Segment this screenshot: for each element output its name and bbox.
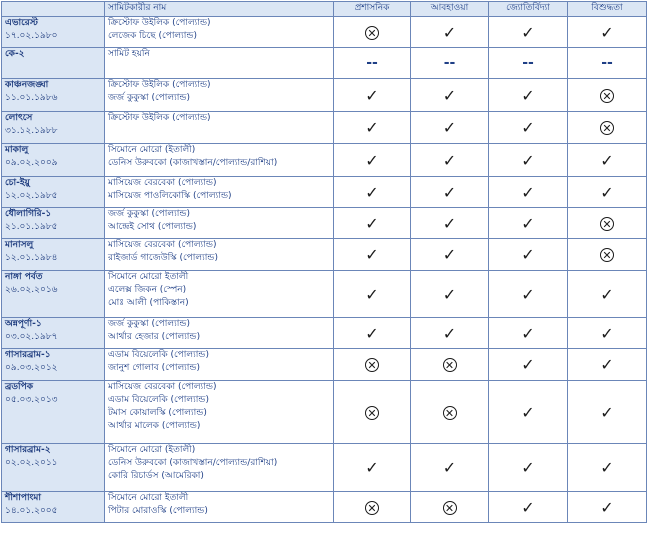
header-peak — [2, 2, 105, 17]
check-icon: ✓ — [365, 284, 379, 304]
header-astronomical: জ্যোতির্বিদ্যা — [489, 2, 568, 17]
peak-cell — [2, 271, 105, 318]
check-icon: ✓ — [521, 355, 535, 374]
check-icon: ✓ — [442, 118, 457, 137]
purity-cell — [568, 239, 647, 271]
header-purity: বিশুদ্ধতা — [568, 2, 647, 17]
peak-cell — [2, 492, 105, 523]
check-icon: ✓ — [442, 150, 457, 170]
check-icon: ✓ — [442, 458, 457, 477]
peak-cell — [2, 208, 105, 239]
table-row — [2, 208, 647, 239]
climber-name: ক্রিস্টোফ উইলিক (পোল্যান্ড) — [108, 80, 211, 90]
purity-cell — [568, 318, 647, 349]
check-icon: ✓ — [365, 118, 379, 137]
climbers-cell — [105, 239, 334, 271]
purity-cell — [568, 492, 647, 523]
peak-name: গাসারব্রাম-১ — [5, 350, 51, 360]
climber-name: ক্রিস্টোফ উইলিক (পোল্যান্ড) — [108, 18, 211, 28]
weather-cell — [411, 444, 489, 492]
astronomical-cell — [489, 381, 568, 444]
table-row — [2, 349, 647, 381]
weather-cell — [411, 381, 489, 444]
check-icon: ✓ — [521, 150, 535, 170]
astronomical-cell — [489, 17, 568, 48]
climber-name: সামিট হয়নি — [108, 49, 150, 59]
peak-name: নাঙ্গা পর্বত — [5, 272, 43, 282]
peak-cell — [2, 177, 105, 208]
weather-cell — [411, 318, 489, 349]
check-icon: ✓ — [442, 182, 457, 202]
peak-name: মানাসলু — [5, 240, 34, 250]
peak-date: ১২.০১.১৯৮৪ — [5, 253, 58, 263]
check-icon: ✓ — [521, 284, 535, 304]
administrative-cell — [334, 112, 411, 144]
peak-name: চো-ইয়ু — [5, 178, 30, 188]
astronomical-cell — [489, 79, 568, 112]
purity-cell — [568, 79, 647, 112]
table-row — [2, 492, 647, 523]
purity-cell — [568, 208, 647, 239]
climber-name: জর্জ কুকুস্কা (পোল্যান্ড) — [108, 319, 191, 329]
peak-cell — [2, 349, 105, 381]
climber-name: জর্জ কুকুস্কা (পোল্যান্ড) — [108, 209, 191, 219]
administrative-cell — [334, 48, 411, 79]
climber-name: আর্থার মালেক (পোল্যান্ড) — [108, 421, 201, 431]
climber-name: মাসিয়েজ বেরবেকা (পোল্যান্ড) — [108, 382, 217, 392]
weather-cell — [411, 177, 489, 208]
climber-name: ক্রিস্টোফ উইলিক (পোল্যান্ড) — [108, 113, 211, 123]
check-icon: ✓ — [521, 85, 535, 105]
check-icon: ✓ — [521, 458, 535, 477]
check-icon: ✓ — [521, 323, 535, 343]
check-icon: ✓ — [365, 182, 379, 202]
winter-ascents-table — [1, 1, 647, 523]
dash-icon: -- — [366, 54, 378, 71]
weather-cell — [411, 17, 489, 48]
header-administrative: প্রশাসনিক — [334, 2, 411, 17]
administrative-cell — [334, 17, 411, 48]
purity-cell — [568, 349, 647, 381]
check-icon: ✓ — [521, 118, 535, 137]
check-icon: ✓ — [600, 323, 614, 343]
peak-cell — [2, 144, 105, 177]
table-row — [2, 177, 647, 208]
check-icon: ✓ — [365, 245, 379, 264]
table-row — [2, 444, 647, 492]
check-icon: ✓ — [600, 402, 614, 422]
astronomical-cell — [489, 271, 568, 318]
astronomical-cell — [489, 112, 568, 144]
circled-x-icon: ✕ — [365, 406, 379, 420]
climber-name: লেজেক চিছে (পোল্যান্ড) — [108, 31, 198, 41]
climber-name: আর্থার হেজার (পোল্যান্ড) — [108, 332, 201, 342]
weather-cell — [411, 79, 489, 112]
purity-cell — [568, 17, 647, 48]
climber-name: ডেনিস উরুবকো (কাজাখস্তান/পোল্যান্ড/রাশিয়া) — [108, 458, 278, 468]
check-icon: ✓ — [521, 182, 535, 202]
table-row — [2, 79, 647, 112]
climbers-cell — [105, 177, 334, 208]
peak-date: ২১.০১.১৯৮৫ — [5, 222, 58, 232]
climbers-cell — [105, 318, 334, 349]
astronomical-cell — [489, 144, 568, 177]
weather-cell — [411, 271, 489, 318]
circled-x-icon: ✕ — [443, 358, 457, 372]
climber-name: পিটার মোরাওস্কি (পোল্যান্ড) — [108, 506, 208, 516]
check-icon: ✓ — [521, 402, 535, 422]
check-icon: ✓ — [365, 85, 379, 105]
header-weather: আবহাওয়া — [411, 2, 489, 17]
climbers-cell — [105, 271, 334, 318]
check-icon: ✓ — [521, 245, 535, 264]
check-icon: ✓ — [521, 497, 535, 517]
check-icon: ✓ — [600, 284, 614, 304]
administrative-cell — [334, 177, 411, 208]
purity-cell — [568, 381, 647, 444]
administrative-cell — [334, 318, 411, 349]
peak-date: ১৪.০১.২০০৫ — [5, 506, 58, 516]
climber-name: টমাস কোয়ালস্কি (পোল্যান্ড) — [108, 408, 207, 418]
check-icon: ✓ — [442, 284, 457, 304]
table-row — [2, 318, 647, 349]
climbers-cell — [105, 48, 334, 79]
circled-x-icon: ✕ — [443, 406, 457, 420]
peak-date: ১৭.০২.১৯৮০ — [5, 31, 58, 41]
peak-name: লোৎসে — [5, 113, 33, 123]
check-icon: ✓ — [521, 213, 535, 233]
peak-name: মাকালু — [5, 145, 29, 155]
dash-icon: -- — [443, 54, 456, 71]
administrative-cell — [334, 79, 411, 112]
peak-cell — [2, 79, 105, 112]
peak-date: ৩১.১২.১৯৮৮ — [5, 126, 58, 136]
weather-cell — [411, 144, 489, 177]
purity-cell — [568, 177, 647, 208]
climbers-cell — [105, 444, 334, 492]
climbers-cell — [105, 144, 334, 177]
check-icon: ✓ — [365, 150, 379, 170]
astronomical-cell — [489, 48, 568, 79]
check-icon: ✓ — [442, 245, 457, 264]
check-icon: ✓ — [365, 323, 379, 343]
circled-x-icon: ✕ — [365, 501, 379, 515]
weather-cell — [411, 349, 489, 381]
circled-x-icon: ✕ — [365, 26, 379, 40]
peak-date: ০৩.০২.১৯৮৭ — [5, 332, 58, 342]
astronomical-cell — [489, 349, 568, 381]
check-icon: ✓ — [600, 150, 614, 170]
check-icon: ✓ — [442, 213, 457, 233]
administrative-cell — [334, 144, 411, 177]
check-icon: ✓ — [600, 355, 614, 374]
weather-cell — [411, 112, 489, 144]
climber-name: সিমোনে মোরো (ইতালী) — [108, 445, 196, 455]
climbers-cell — [105, 349, 334, 381]
circled-x-icon: ✕ — [365, 358, 379, 372]
climber-name: ডেনিস উরুবকো (কাজাখস্তান/পোল্যান্ড/রাশিয়া) — [108, 158, 278, 168]
astronomical-cell — [489, 444, 568, 492]
circled-x-icon: ✕ — [600, 217, 614, 231]
astronomical-cell — [489, 208, 568, 239]
check-icon: ✓ — [365, 458, 379, 477]
peak-name: কাঞ্চনজঙ্ঘা — [5, 80, 49, 90]
weather-cell — [411, 492, 489, 523]
peak-name: ধৌলাগিরি-১ — [5, 209, 52, 219]
table-row — [2, 112, 647, 144]
circled-x-icon: ✕ — [443, 501, 457, 515]
astronomical-cell — [489, 239, 568, 271]
peak-cell — [2, 48, 105, 79]
peak-name: এভারেস্ট — [5, 18, 38, 28]
table-row — [2, 48, 647, 79]
check-icon: ✓ — [442, 85, 457, 105]
table-row — [2, 271, 647, 318]
climber-name: এলেক্স জিকন (স্পেন) — [108, 285, 187, 295]
climber-name: জর্জ কুকুস্কা (পোল্যান্ড) — [108, 93, 191, 103]
peak-cell — [2, 112, 105, 144]
climber-name: আন্দ্রেই সোথ (পোল্যান্ড) — [108, 222, 197, 232]
astronomical-cell — [489, 318, 568, 349]
administrative-cell — [334, 271, 411, 318]
peak-date: ২৬.০২.২০১৬ — [5, 285, 58, 295]
table-row — [2, 17, 647, 48]
climbers-cell — [105, 381, 334, 444]
climbers-cell — [105, 17, 334, 48]
climber-name: রাইজার্ড গাজেউস্কি (পোল্যান্ড) — [108, 253, 219, 263]
climbers-cell — [105, 112, 334, 144]
climber-name: মাসিয়েজ পাওলিকোস্কি (পোল্যান্ড) — [108, 191, 232, 201]
purity-cell — [568, 444, 647, 492]
check-icon: ✓ — [600, 182, 614, 202]
peak-date: ০২.০২.২০১১ — [5, 458, 58, 468]
climber-name: সিমোনে মোরো ইতালী — [108, 272, 189, 282]
weather-cell — [411, 48, 489, 79]
climber-name: সিমোনে মোরো (ইতালী) — [108, 145, 196, 155]
weather-cell — [411, 239, 489, 271]
purity-cell — [568, 144, 647, 177]
peak-name: শীশাপাংমা — [5, 493, 42, 503]
peak-date: ০৯.০২.২০০৯ — [5, 158, 58, 168]
peak-cell — [2, 318, 105, 349]
circled-x-icon: ✕ — [600, 121, 614, 135]
climber-name: সিমোনে মোরো ইতালী — [108, 493, 189, 503]
climber-name: জানুশ গোলাব (পোল্যান্ড) — [108, 363, 201, 373]
climber-name: মাসিয়েজ বেরবেকা (পোল্যান্ড) — [108, 178, 217, 188]
climbers-cell — [105, 492, 334, 523]
purity-cell — [568, 48, 647, 79]
circled-x-icon: ✕ — [600, 248, 614, 262]
peak-name: ব্রডপিক — [5, 382, 34, 392]
climber-name: এডাম বিয়েলেকি (পোল্যান্ড) — [108, 350, 210, 360]
peak-cell — [2, 17, 105, 48]
check-icon: ✓ — [600, 22, 614, 42]
astronomical-cell — [489, 177, 568, 208]
administrative-cell — [334, 381, 411, 444]
table-row — [2, 144, 647, 177]
weather-cell — [411, 208, 489, 239]
check-icon: ✓ — [600, 458, 614, 477]
dash-icon: -- — [522, 54, 534, 71]
peak-cell — [2, 239, 105, 271]
peak-date: ০৯.০৩.২০১২ — [5, 363, 58, 373]
administrative-cell — [334, 239, 411, 271]
peak-cell — [2, 381, 105, 444]
header-row — [2, 2, 647, 17]
climbers-cell — [105, 79, 334, 112]
administrative-cell — [334, 349, 411, 381]
climber-name: এডাম বিয়েলেকি (পোল্যান্ড) — [108, 395, 210, 405]
header-climbers: সামিটকারীর নাম — [105, 2, 334, 17]
purity-cell — [568, 271, 647, 318]
astronomical-cell — [489, 492, 568, 523]
climbers-cell — [105, 208, 334, 239]
check-icon: ✓ — [365, 213, 379, 233]
administrative-cell — [334, 444, 411, 492]
climber-name: কোরি রিচার্ডস (আমেরিকা) — [108, 471, 204, 481]
circled-x-icon: ✕ — [600, 89, 614, 103]
check-icon: ✓ — [442, 323, 457, 343]
peak-name: গাসারব্রাম-২ — [5, 445, 51, 455]
dash-icon: -- — [601, 54, 613, 71]
peak-date: ০৫.০৩.২০১৩ — [5, 395, 58, 405]
table-row — [2, 381, 647, 444]
check-icon: ✓ — [600, 497, 614, 517]
peak-date: ১১.০১.১৯৮৬ — [5, 93, 58, 103]
climber-name: মোঃ আলী (পাকিস্তান) — [108, 298, 189, 308]
check-icon: ✓ — [521, 22, 535, 42]
table-row — [2, 239, 647, 271]
administrative-cell — [334, 492, 411, 523]
peak-date: ১২.০২.১৯৮৫ — [5, 191, 58, 201]
purity-cell — [568, 112, 647, 144]
peak-name: কে-২ — [5, 49, 25, 59]
administrative-cell — [334, 208, 411, 239]
check-icon: ✓ — [442, 22, 457, 42]
climber-name: মাসিয়েজ বেরবেকা (পোল্যান্ড) — [108, 240, 217, 250]
peak-name: অন্নপূর্ণা-১ — [5, 319, 42, 329]
peak-cell — [2, 444, 105, 492]
